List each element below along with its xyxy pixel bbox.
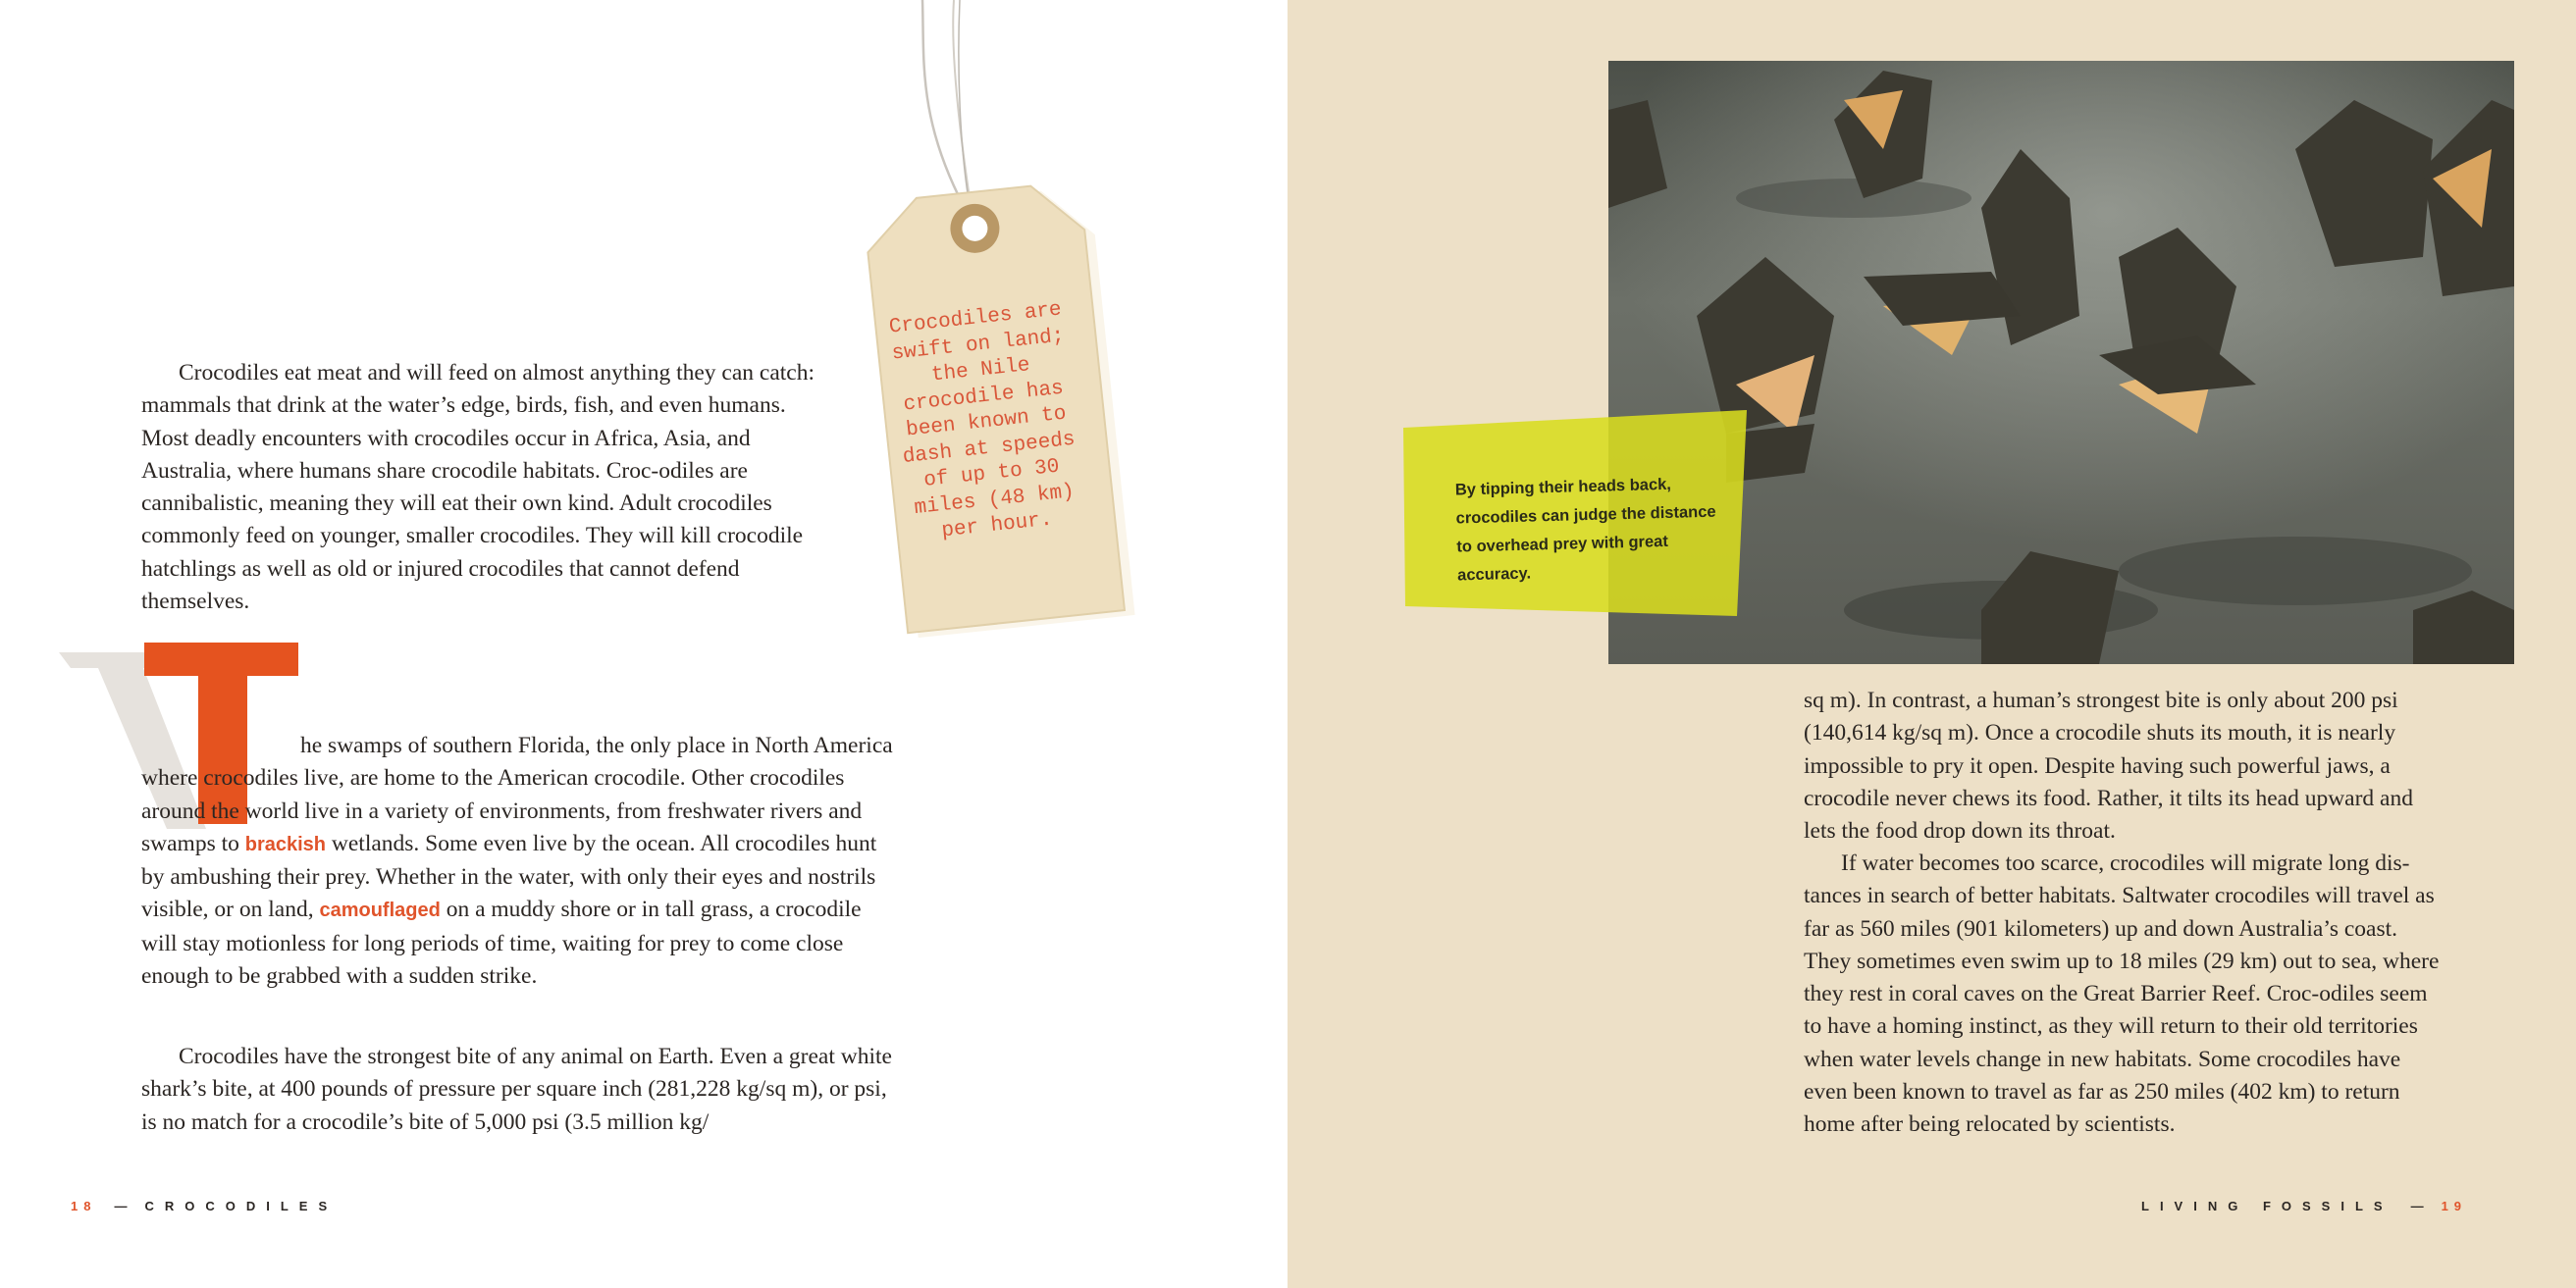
intro-paragraph: Crocodiles eat meat and will feed on almost anything they can catch: mammals that drink at the water’s edge, birds, fish, and even humans. Most deadly encounters with crocodiles occur in Africa, Asia, and Australia, where humans share crocodile habitats. Croc-odiles are cannibalistic, meaning they will eat their own kind. Adult crocodiles commonly feed on younger, smaller crocodiles. They will kill crocodile hatchlings as well as old or injured crocodiles that cannot defend themselves. <box>141 360 815 615</box>
footer-dash: — <box>114 1199 128 1213</box>
footer-left <box>71 1199 338 1213</box>
footer-right <box>2141 1199 2467 1213</box>
body-paragraph-2: Crocodiles have the strongest bite of any animal on Earth. Even a great white shark’s bite, at 400 pounds of pressure per square inch (281,228 kg/sq m), or psi, is no match for a crocodile’s bite of 5,000 psi (3.5 million kg/ <box>141 1044 892 1135</box>
footer-dash: — <box>2410 1199 2424 1213</box>
page-number: 18 <box>71 1199 97 1213</box>
right-body-paragraph-2: If water becomes too scarce, crocodiles will migrate long dis-tances in search of better habitats. Saltwater crocodiles will travel as far as 560 miles (901 kilometers) up and down Australia’s coast. They sometimes even swim up to 18 miles (29 km) out to sea, where they rest in coral caves on the Great Barrier Reef. Croc-odiles seem to have a homing instinct, as they will return to their old territories when water levels change in new habitats. Some crocodiles have even been known to travel as far as 250 miles (402 km) to return home after being relocated by scientists. <box>1804 850 2440 1138</box>
glossary-term-camouflaged[interactable]: camouflaged <box>319 900 441 922</box>
body-text: wetlands. Some even live by the ocean. All crocodiles hunt by ambushing their prey. Whether in the water, with only their eyes and nostrils visible, or on land, <box>141 830 877 923</box>
glossary-term-brackish[interactable]: brackish <box>244 833 327 855</box>
running-title: LIVING FOSSILS <box>2141 1199 2393 1213</box>
body-text: he swamps of southern Florida, the only place in North America where crocodiles live, are home to the American crocodile. Other crocodiles around the world live in a variety of environments, from freshwater rivers and swamps to <box>141 733 893 856</box>
page-number: 19 <box>2441 1199 2468 1213</box>
tag-fact-text: Crocodiles are swift on land; the Nile crocodile has been known to dash at speeds of up to 30 miles (48 km) per hour. <box>887 298 1077 543</box>
body-text: on a muddy shore or in tall grass, a crocodile will stay motionless for long periods of time, waiting for prey to come close enough to be grabbed with a sudden strike. <box>141 897 862 990</box>
running-title: CROCODILES <box>144 1199 339 1213</box>
photo-caption: By tipping their heads back, crocodiles can judge the distance to overhead prey with great accuracy. <box>1454 475 1716 585</box>
right-body-paragraph-1: sq m). In contrast, a human’s strongest bite is only about 200 psi (140,614 kg/sq m). Once a crocodile shuts its mouth, it is nearly impossible to pry it open. Despite having such powerful jaws, a crocodile never chews its food. Rather, it tilts its head upward and lets the food drop down its throat. <box>1804 688 2413 845</box>
body-paragraph-1 <box>141 730 897 993</box>
